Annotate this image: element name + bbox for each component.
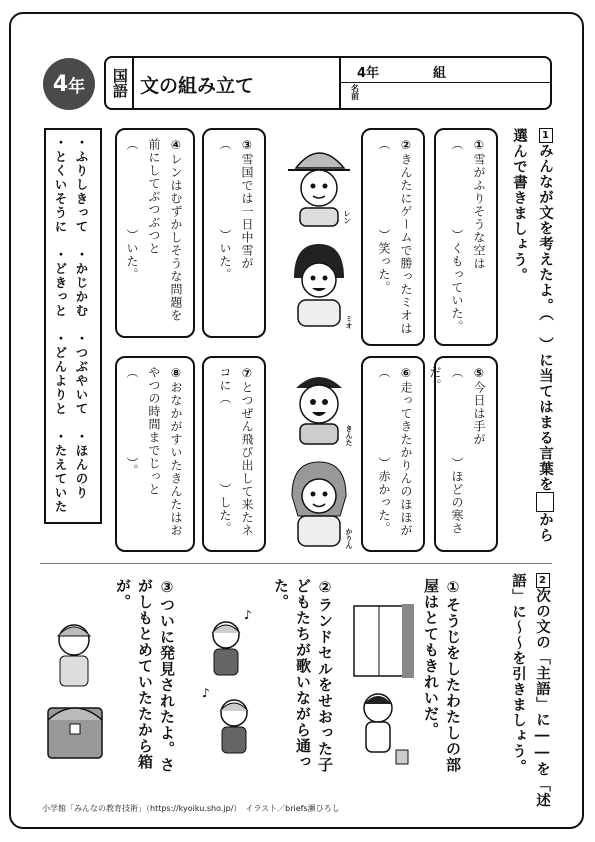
worksheet-header xyxy=(104,56,552,110)
sentence-6-bubble: ⑥走ってきたかりんのほほが（ ）赤かった。 xyxy=(361,356,425,552)
mio-name-tag: ミオ xyxy=(345,315,353,329)
karin-character-icon xyxy=(292,462,346,546)
sentence-3-bubble: ③雪国では一日中雪が（ ）いた。 xyxy=(202,128,266,338)
class-field-label: 組 xyxy=(433,66,447,81)
sentence-8-bubble: ⑧おなかがすいたきんたはおやつの時間までじっと（ ）。 xyxy=(115,356,195,552)
ren-character-icon xyxy=(288,153,350,226)
q1-instruction: 1みんなが文を考えたよ。（ ）に当てはまる言葉をから選んで書きましょう。 xyxy=(511,128,553,544)
karin-name-tag: かりん xyxy=(345,528,353,549)
name-box xyxy=(339,58,552,108)
q2-item-3: ③ついに発見されたよ。さがしもとめていたたから箱が。 xyxy=(114,578,176,773)
children-singing-illustration xyxy=(196,605,266,781)
footer-credit: 小学館「みんなの教育技術」（https://kyoiku.sho.jp/） イラスト／briefs瀬ひろし xyxy=(42,804,340,813)
grade-badge: 4 年 xyxy=(43,58,95,110)
name-field-label: 名 前 xyxy=(351,84,359,102)
sentence-1-bubble: ①雪がふりそうな空は（ ）くもっていた。 xyxy=(434,128,498,346)
q2-item-2: ②ランドセルをせおった子どもたちが歌いながら通った。 xyxy=(272,578,334,773)
svg-text:♪: ♪ xyxy=(244,608,252,622)
page-title: 文の組み立て xyxy=(140,75,255,97)
section-divider xyxy=(40,563,552,564)
word-choices-row-1: ・ふりしきって ・かじかむ ・つぶやいて ・ほんのり xyxy=(74,136,89,500)
sentence-2-bubble: ②きんたにゲームで勝ったミオは（ ）笑った。 xyxy=(361,128,425,346)
word-choices-box xyxy=(44,128,102,524)
subject-label: 国語 xyxy=(106,58,134,108)
ren-name-tag: レン xyxy=(343,210,351,224)
sentence-5-bubble: ⑤今日は手が（ ）ほどの寒さだ。 xyxy=(434,356,498,552)
grade-field-label: 4年 xyxy=(357,66,380,81)
q2-number: 2 xyxy=(537,574,548,587)
treasure-boy-illustration xyxy=(38,600,112,776)
kinta-name-tag: きんた xyxy=(345,425,353,446)
svg-text:♪: ♪ xyxy=(202,686,210,700)
mio-character-icon xyxy=(294,244,344,326)
q2-item-1: ①そうじをしたわたしの部屋はとてもきれいだ。 xyxy=(422,578,462,773)
q2-instruction: 2次の文の「主語」に――を「述語」に～～を引きましょう。 xyxy=(510,573,550,808)
cleaning-girl-illustration xyxy=(352,600,418,776)
word-box-icon xyxy=(536,492,554,512)
sentence-4-bubble: ④レンはむずかしそうな問題を前にしてぶつぶつと（ ）いた。 xyxy=(115,128,195,338)
characters-ren-mio-illustration xyxy=(282,140,356,340)
kinta-character-icon xyxy=(296,377,342,444)
q1-number: 1 xyxy=(540,129,551,142)
word-choices-row-2: ・とくいそうに ・どきっと ・どんよりと ・たえていた xyxy=(53,136,68,514)
sentence-7-bubble: ⑦とつぜん飛び出して来たネコに（ ）した。 xyxy=(202,356,266,552)
